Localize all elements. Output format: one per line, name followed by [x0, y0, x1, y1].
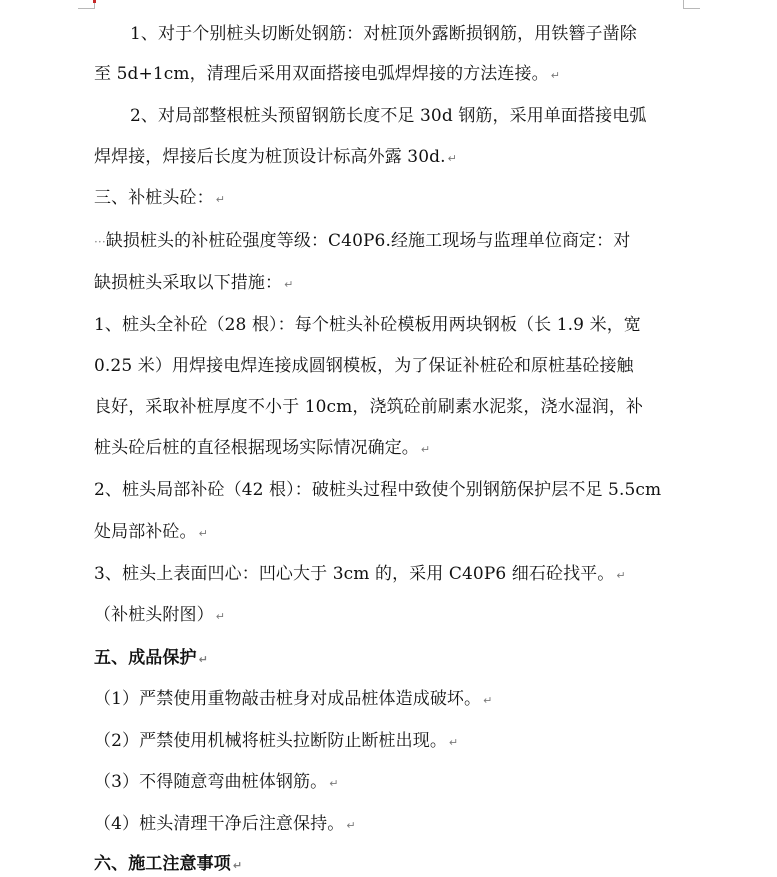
paragraph-line: 处局部补砼。 ↵	[94, 522, 208, 542]
paragraph-mark-icon: ↵	[447, 152, 457, 165]
paragraph-line: ···缺损桩头的补桩砼强度等级：C40P6.经施工现场与监理单位商定：对	[94, 231, 631, 251]
paragraph-line: 至 5d+1cm，清理后采用双面搭接电弧焊焊接的方法连接。 ↵	[94, 64, 561, 84]
paragraph-line: 良好，采取补桩厚度不小于 10cm，浇筑砼前刷素水泥浆，浇水湿润，补	[94, 397, 644, 417]
section-heading: 五、成品保护 ↵	[94, 648, 208, 668]
crop-mark-dot	[93, 0, 96, 3]
paragraph-mark-icon: ↵	[329, 777, 339, 790]
paragraph-line: 缺损桩头采取以下措施： ↵	[94, 273, 294, 293]
paragraph-mark-icon: ↵	[198, 527, 208, 540]
paragraph-line: 3、桩头上表面凹心：凹心大于 3cm 的，采用 C40P6 细石砼找平。 ↵	[94, 564, 626, 584]
paragraph-mark-icon: ↵	[198, 653, 208, 666]
paragraph-mark-icon: ↵	[550, 69, 561, 82]
list-item: （1）严禁使用重物敲击桩身对成品桩体造成破坏。 ↵	[94, 689, 493, 709]
section-heading: 三、补桩头砼： ↵	[94, 188, 226, 208]
section-heading: 六、施工注意事项 ↵	[94, 854, 243, 874]
paragraph-mark-icon: ↵	[346, 819, 356, 832]
paragraph-line: 1、桩头全补砼（28 根）：每个桩头补砼模板用两块钢板（长 1.9 米，宽	[94, 315, 641, 335]
paragraph-mark-icon: ↵	[616, 569, 626, 582]
paragraph-mark-icon: ↵	[448, 736, 459, 749]
paragraph-mark-icon: ↵	[215, 193, 226, 206]
paragraph-mark-icon: ↵	[215, 610, 226, 623]
leading-dots: ···	[94, 235, 106, 249]
crop-mark-right	[683, 0, 700, 9]
list-item: （4）桩头清理干净后注意保持。 ↵	[94, 814, 356, 834]
figure-caption: （补桩头附图） ↵	[94, 605, 226, 625]
paragraph-line: 2、桩头局部补砼（42 根）：破桩头过程中致使个别钢筋保护层不足 5.5cm	[94, 480, 662, 500]
paragraph-mark-icon: ↵	[232, 859, 243, 872]
paragraph-line: 桩头砼后桩的直径根据现场实际情况确定。 ↵	[94, 438, 431, 458]
list-item: （3）不得随意弯曲桩体钢筋。 ↵	[94, 772, 339, 792]
paragraph-mark-icon: ↵	[284, 278, 294, 291]
paragraph-mark-icon: ↵	[483, 694, 493, 707]
paragraph-line: 1、对于个别桩头切断处钢筋：对桩顶外露断损钢筋，用铁簪子凿除	[130, 24, 637, 44]
paragraph-line: 0.25 米）用焊接电焊连接成圆钢模板，为了保证补桩砼和原桩基砼接触	[94, 356, 634, 376]
paragraph-mark-icon: ↵	[420, 443, 431, 456]
list-item: （2）严禁使用机械将桩头拉断防止断桩出现。 ↵	[94, 731, 459, 751]
paragraph-line: 焊焊接，焊接后长度为桩顶设计标高外露 30d. ↵	[94, 147, 457, 167]
paragraph-line: 2、对局部整根桩头预留钢筋长度不足 30d 钢筋，采用单面搭接电弧	[130, 106, 647, 126]
